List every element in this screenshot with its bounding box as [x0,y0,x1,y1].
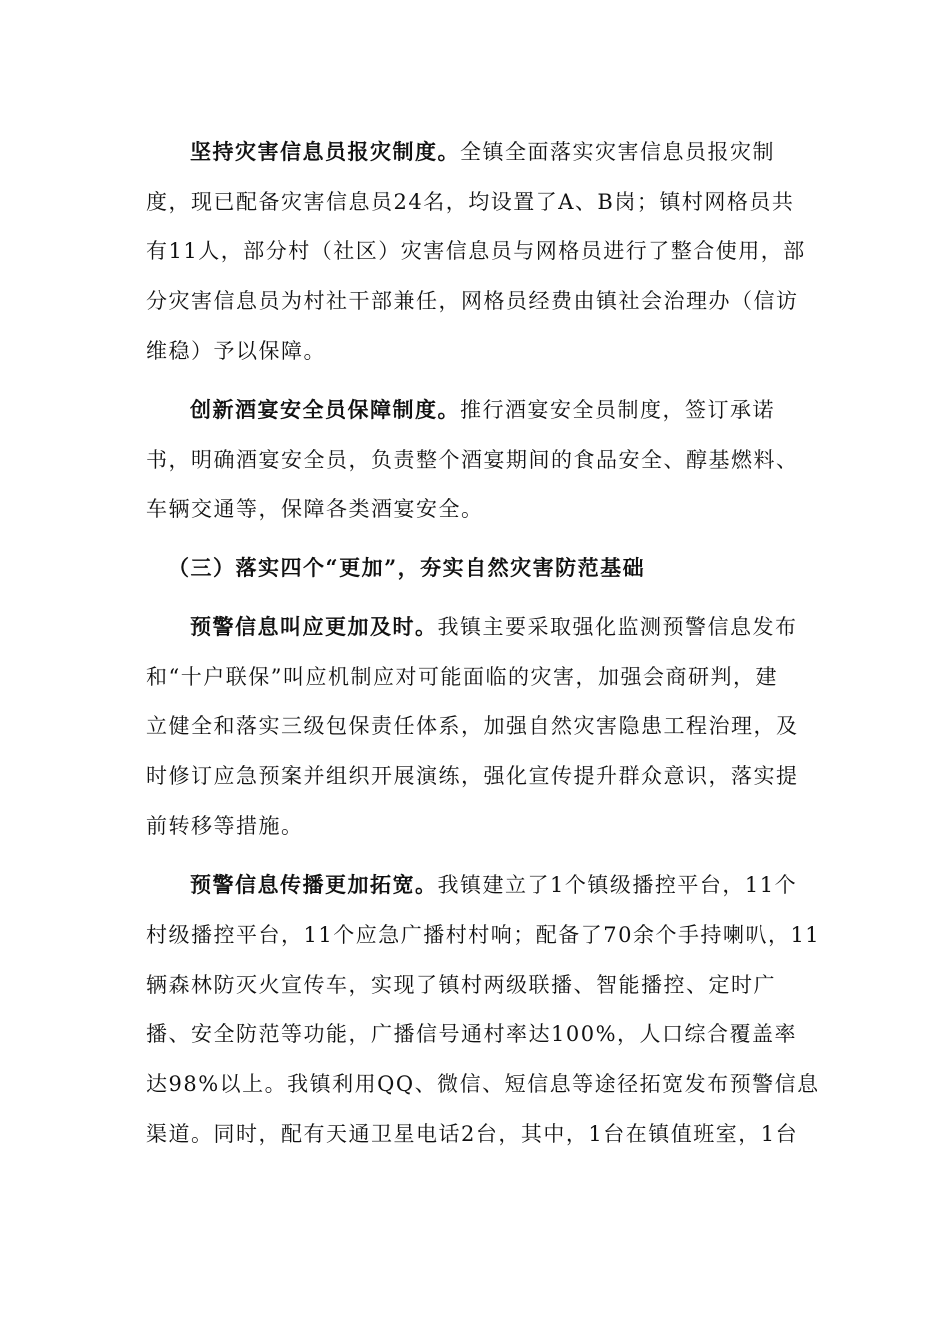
paragraph-line: 维稳）予以保障。 [146,339,326,363]
paragraph-line [190,137,775,167]
paragraph-line: 播、安全防范等功能，广播信号通村率达100%，人口综合覆盖率 [146,1022,798,1046]
paragraph-line: 度，现已配备灾害信息员24名，均设置了A、B岗；镇村网格员共 [146,190,795,214]
paragraph-line [190,870,797,900]
paragraph-lead: 创新酒宴安全员保障制度。 [190,397,460,422]
paragraph-line: 分灾害信息员为村社干部兼任，网格员经费由镇社会治理办（信访 [146,289,799,313]
paragraph-line: 渠道。同时，配有天通卫星电话2台，其中，1台在镇值班室，1台 [146,1122,799,1146]
paragraph-text: 我镇建立了1个镇级播控平台，11个 [437,873,798,897]
paragraph-text: 我镇主要采取强化监测预警信息发布 [437,615,798,639]
paragraph-lead: 预警信息传播更加拓宽。 [190,872,438,897]
paragraph-lead: 预警信息叫应更加及时。 [190,614,438,639]
paragraph-line: 和“十户联保”叫应机制应对可能面临的灾害，加强会商研判，建 [146,665,778,689]
paragraph-line: 达98%以上。我镇利用QQ、微信、短信息等途径拓宽发布预警信息 [146,1072,820,1096]
paragraph-line: 有11人，部分村（社区）灾害信息员与网格员进行了整合使用，部 [146,239,806,263]
paragraph-lead: 坚持灾害信息员报灾制度。 [190,139,460,164]
paragraph-text: 推行酒宴安全员制度，签订承诺 [460,398,775,422]
section-heading: （三）落实四个“更加”，夯实自然灾害防范基础 [168,555,646,580]
paragraph-line: 村级播控平台，11个应急广播村村响；配备了70余个手持喇叭，11 [146,923,821,947]
paragraph-line: 车辆交通等，保障各类酒宴安全。 [146,497,484,521]
paragraph-line: 书，明确酒宴安全员，负责整个酒宴期间的食品安全、醇基燃料、 [146,448,799,472]
paragraph-line [190,395,775,425]
paragraph-line: 立健全和落实三级包保责任体系，加强自然灾害隐患工程治理，及 [146,714,799,738]
paragraph-line [190,612,798,642]
paragraph-text: 全镇全面落实灾害信息员报灾制 [460,140,775,164]
paragraph-line: 时修订应急预案并组织开展演练，强化宣传提升群众意识，落实提 [146,764,799,788]
paragraph-line: 前转移等措施。 [146,814,304,838]
paragraph-line: 辆森林防灭火宣传车，实现了镇村两级联播、智能播控、定时广 [146,973,776,997]
